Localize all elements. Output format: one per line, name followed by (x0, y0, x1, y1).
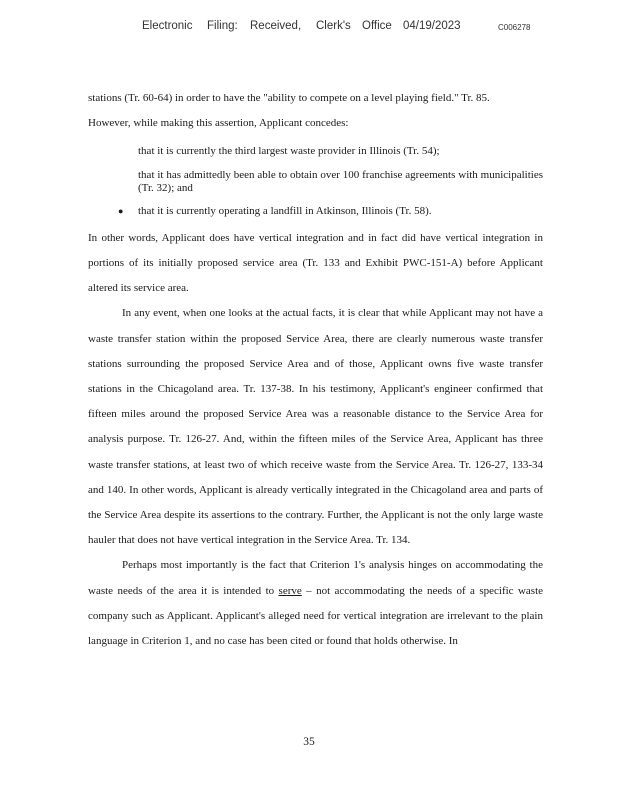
paragraph-lead-in: However, while making this assertion, Applicant concedes: (88, 117, 349, 130)
paragraph: In any event, when one looks at the actual facts, it is clear that while Applicant may not have a waste transfer station within the proposed Service Area, there are clearly numerous waste transfer stations surrounding the proposed Service Area and of those, Applicant owns five waste transfer stations in the Chicagoland area. Tr. 137-38. In his testimony, Applicant's engineer confirmed that fifteen miles around the proposed Service Area was a reasonable distance to the Service Area for analysis purpose. Tr. 126-27. And, within the fifteen miles of the Service Area, Applicant has three waste transfer stations, at least two of which receive waste from the Service Area. Tr. 126-27, 133-34 and 140. In other words, Applicant is already vertically integrated in the Chicagoland area and parts of the Service Area despite its assertions to the contrary. Further, the Applicant is not the only large waste hauler that does not have vertical integration in the Service Area. Tr. 134. (88, 307, 543, 547)
bullet-icon: ● (118, 206, 124, 217)
stamp-office: Office (362, 20, 392, 32)
paragraph (88, 553, 543, 654)
stamp-received: Received, (250, 20, 302, 32)
paragraph-text: Perhaps most importantly is the fact that Criterion 1's analysis hinges on accommodating the waste needs of the area it is intended to (88, 559, 543, 597)
stamp-filing: Filing: (207, 20, 238, 32)
list-item-text: that it is currently operating a landfill in Atkinson, Illinois (Tr. 58). (138, 205, 432, 218)
page-number: 35 (303, 736, 315, 748)
stamp-date: 04/19/2023 (403, 20, 461, 32)
list-item: that it is currently the third largest waste provider in Illinois (Tr. 54); (138, 145, 440, 158)
paragraph-text: – not accommodating the needs of a specific waste company such as Applicant. Applicant's alleged need for vertical integration are irrelevant to the plain language in Criterion 1, and no case has been cited or found that holds otherwise. In (88, 584, 544, 648)
list-item: that it has admittedly been able to obtain over 100 franchise agreements with municipalities (Tr. 32); and (138, 169, 543, 194)
stamp-clerks: Clerk's (316, 20, 351, 32)
document-body (88, 86, 543, 654)
stamp-document-code: C006278 (498, 23, 531, 32)
paragraph-continuation: stations (Tr. 60-64) in order to have the "ability to compete on a level playing field." Tr. 85. (88, 92, 490, 104)
list-item-bulleted (118, 205, 543, 218)
paragraph: In other words, Applicant does have vertical integration and in fact did have vertical integration in portions of its initially proposed service area (Tr. 133 and Exhibit PWC-151-A) before Applicant altered its service area. (88, 231, 543, 295)
stamp-electronic: Electronic (142, 20, 193, 32)
underlined-word: serve (278, 584, 302, 597)
concessions-list (88, 145, 543, 217)
